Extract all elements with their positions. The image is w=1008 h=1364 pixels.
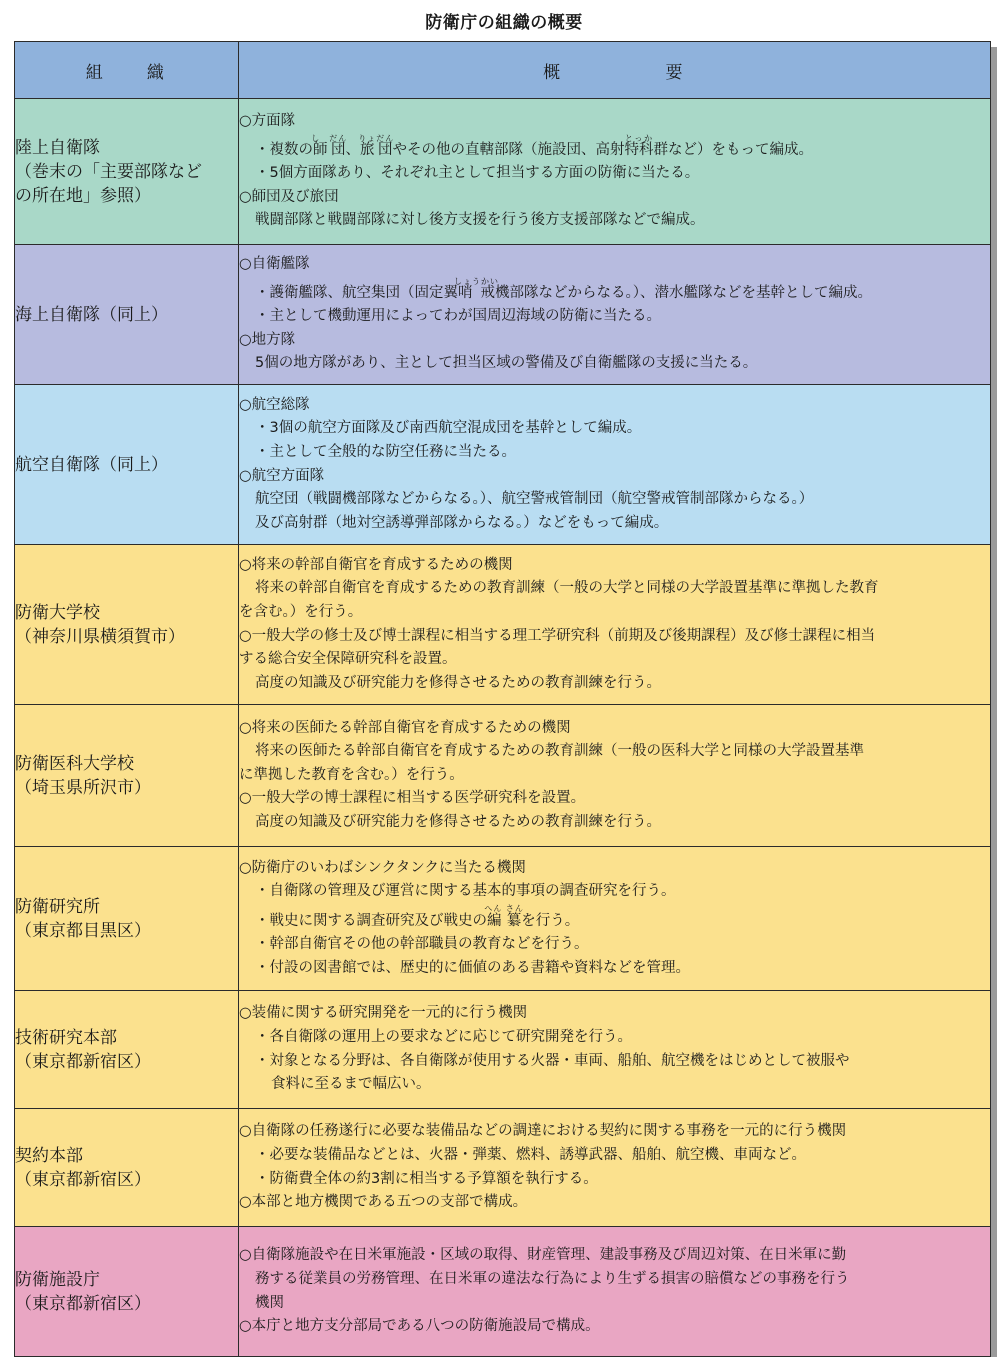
msdf-line-ruby: ・ 護衛艦隊、航空集団（固定翼哨戒しょうかい機部隊などからなる。）、潜水艦隊などを基幹として編成。 xyxy=(239,277,990,306)
org-summary-medical-college: ○ 将来の医師たる幹部自衛官を育成するための機関 将来の医師たる幹部自衛官を育成するための教育訓練（一般の医科大学と同様の大学設置基準 に準拠した教育を含む。）を行う。 ○ 一般大学の博士課程に相当する医学研究科を設置。 高度の知識及び研究能力を修得させるための教育訓練を行う。 xyxy=(239,705,991,847)
org-summary-msdf: ○ 自衛艦隊 ・ 護衛艦隊、航空集団（固定翼哨戒しょうかい機部隊などからなる。）、潜水艦隊などを基幹として編成。 ・ 主として機動運用によってわが国周辺海域の防衛に当たる。 ○ 地方隊 5個の地方隊があり、主として担当区域の警備及び自衛艦隊の支援に当たる。 xyxy=(239,245,991,385)
org-name-msdf: 海上自衛隊（同上） xyxy=(15,245,239,385)
table-row xyxy=(15,1109,991,1227)
page-title: 防衛庁の組織の概要 xyxy=(425,13,583,33)
org-summary-asdf: ○ 航空総隊 ・ 3個の航空方面隊及び南西航空混成団を基幹として編成。 ・ 主として全般的な防空任務に当たる。 ○ 航空方面隊 航空団（戦闘機部隊などからなる。）、航空警戒管制団（航空警戒管制部隊からなる。） 及び高射群（地対空誘導弾部隊からなる。）などをもって編成。 xyxy=(239,385,991,545)
org-summary-defense-academy: ○ 将来の幹部自衛官を育成するための機関 将来の幹部自衛官を育成するための教育訓練（一般の大学と同様の大学設置基準に準拠した教育 を含む。）を行う。 ○ 一般大学の修士及び博士課程に相当する理工学研究科（前期及び後期課程）及び修士課程に相当 する総合安全保障研究科を設置。 高度の知識及び研究能力を修得させるための教育訓練を行う。 xyxy=(239,545,991,705)
org-name-medical-college: 防衛医科大学校 （埼玉県所沢市） xyxy=(15,705,239,847)
org-summary-facilities-agency: ○ 自衛隊施設や在日米軍施設・区域の取得、財産管理、建設事務及び周辺対策、在日米軍に勤 務する従業員の労務管理、在日米軍の違法な行為により生ずる損害の賠償などの事務を行う 機関 ○ 本庁と地方支分部局である八つの防衛施設局で構成。 xyxy=(239,1227,991,1357)
org-name-contract-office: 契約本部 （東京都新宿区） xyxy=(15,1109,239,1227)
org-name-facilities-agency: 防衛施設庁 （東京都新宿区） xyxy=(15,1227,239,1357)
org-name-asdf: 航空自衛隊（同上） xyxy=(15,385,239,545)
table-row xyxy=(15,99,991,245)
table-row xyxy=(15,847,991,991)
table-row xyxy=(15,385,991,545)
table-row xyxy=(15,705,991,847)
header-summary: 概 要 xyxy=(239,42,991,99)
org-summary-trdi: ○ 装備に関する研究開発を一元的に行う機関 ・ 各自衛隊の運用上の要求などに応じて研究開発を行う。 ・ 対象となる分野は、各自衛隊が使用する火器・車両、船舶、航空機をはじめとして被服や 食料に至るまで幅広い。 xyxy=(239,991,991,1109)
org-name-defense-academy: 防衛大学校 （神奈川県横須賀市） xyxy=(15,545,239,705)
table-header-row xyxy=(15,42,991,99)
nids-line-ruby: ・ 戦史に関する調査研究及び戦史の編纂へん さんを行う。 xyxy=(239,904,990,934)
table-row xyxy=(15,991,991,1109)
organization-table xyxy=(14,41,991,1357)
table-row xyxy=(15,245,991,385)
org-name-research-institute: 防衛研究所 （東京都目黒区） xyxy=(15,847,239,991)
org-name-gsdf: 陸上自衛隊 （巻末の「主要部隊など の所在地」参照） xyxy=(15,99,239,245)
gsdf-line-ruby: ・ 複数の師団し だん、旅団りょだんやその他の直轄部隊（施設団、高射特科とっか群など）をもって編成。 xyxy=(239,134,990,163)
header-organization: 組 織 xyxy=(15,42,239,99)
org-summary-research-institute: ○ 防衛庁のいわばシンクタンクに当たる機関 ・ 自衛隊の管理及び運営に関する基本的事項の調査研究を行う。 ・ 戦史に関する調査研究及び戦史の編纂へん さんを行う。 ・ 幹部自衛官その他の幹部職員の教育などを行う。 ・ 付設の図書館では、歴史的に価値のある書籍や資料などを管理。 xyxy=(239,847,991,991)
org-summary-gsdf: ○ 方面隊 ・ 複数の師団し だん、旅団りょだんやその他の直轄部隊（施設団、高射特科とっか群など）をもって編成。 ・ 5個方面隊あり、それぞれ主として担当する方面の防衛に当たる。 ○ 師団及び旅団 戦闘部隊と戦闘部隊に対し後方支援を行う後方支援部隊などで編成。 xyxy=(239,99,991,245)
table-row xyxy=(15,545,991,705)
org-name-trdi: 技術研究本部 （東京都新宿区） xyxy=(15,991,239,1109)
table-row xyxy=(15,1227,991,1357)
org-summary-contract-office: ○ 自衛隊の任務遂行に必要な装備品などの調達における契約に関する事務を一元的に行う機関 ・ 必要な装備品などとは、火器・弾薬、燃料、誘導武器、船舶、航空機、車両など。 ・ 防衛費全体の約3割に相当する予算額を執行する。 ○ 本部と地方機関である五つの支部で構成。 xyxy=(239,1109,991,1227)
